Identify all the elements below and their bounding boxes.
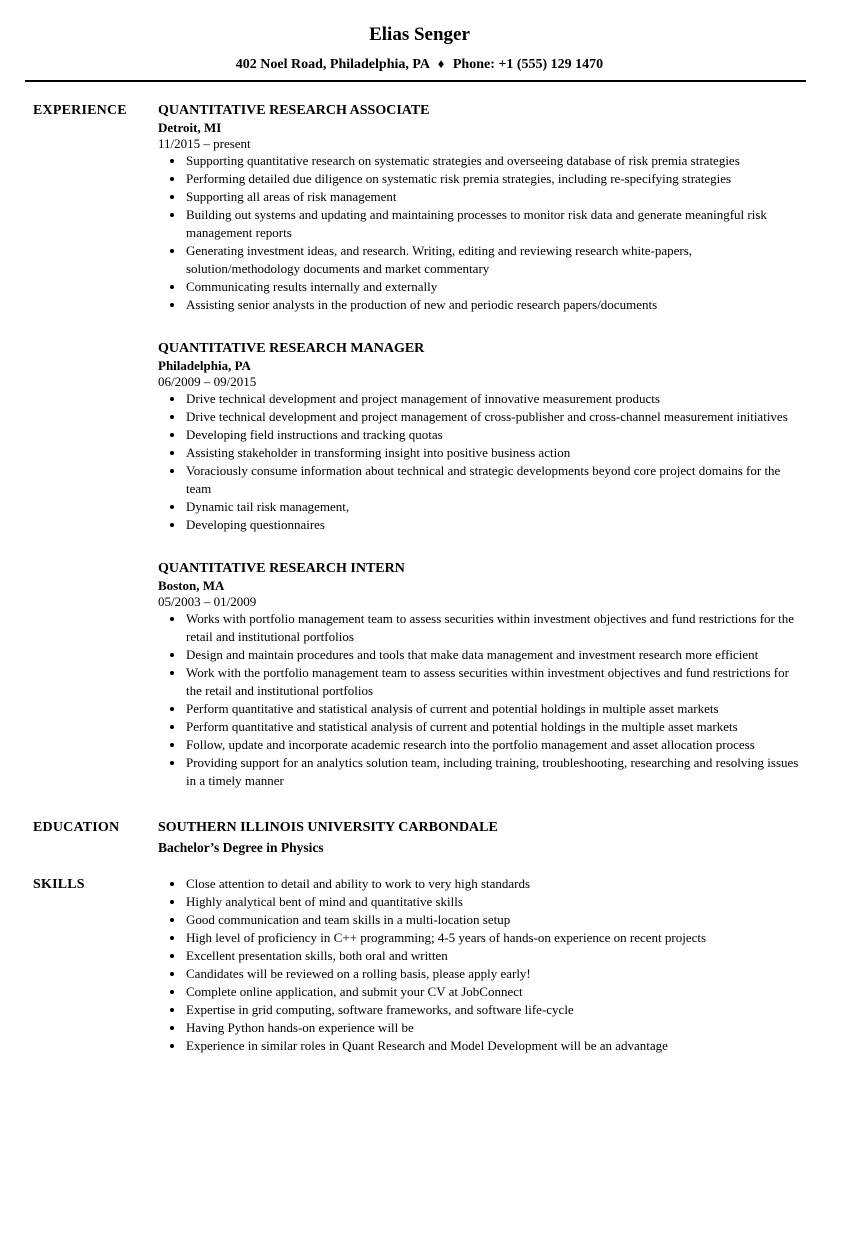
- bullet-item: • Work with the portfolio management team to assess securities within investment objectives and fund restrictions for the retail and institutional portfolios: [185, 664, 806, 700]
- bullet-item: • Works with portfolio management team to assess securities within investment objectives and fund restrictions for the retail and institutional portfolios: [185, 610, 806, 646]
- section-education: [33, 818, 806, 858]
- section-label-skills: SKILLS: [33, 877, 85, 892]
- bullet-item: • Drive technical development and project management of cross-publisher and cross-channel measurement initiatives: [185, 408, 806, 426]
- job-location: Philadelphia, PA: [158, 358, 251, 373]
- header-divider: [25, 80, 806, 82]
- bullet-item: • Dynamic tail risk management,: [185, 498, 806, 516]
- skills-content: [158, 875, 806, 1055]
- bullet-item: • Perform quantitative and statistical analysis of current and potential holdings in the multiple asset markets: [185, 718, 806, 736]
- education-degree: Bachelor’s Degree in Physics: [158, 840, 324, 855]
- section-label-education: EDUCATION: [33, 820, 120, 835]
- bullet-item: • Having Python hands-on experience will be: [185, 1019, 806, 1037]
- job-bullet-list: [158, 390, 806, 534]
- bullet-item: • Assisting stakeholder in transforming insight into positive business action: [185, 444, 806, 462]
- job-entry-manager: [158, 339, 806, 534]
- job-entry-associate: [158, 101, 806, 314]
- bullet-item: • Performing detailed due diligence on systematic risk premia strategies, including re-specifying strategies: [185, 170, 806, 188]
- job-dates: 05/2003 – 01/2009: [158, 594, 257, 609]
- bullet-item: • Drive technical development and project management of innovative measurement products: [185, 390, 806, 408]
- job-dates: 06/2009 – 09/2015: [158, 374, 257, 389]
- section-label-experience: EXPERIENCE: [33, 103, 127, 118]
- bullet-item: • Complete online application, and submit your CV at JobConnect: [185, 983, 806, 1001]
- bullet-item: • Design and maintain procedures and tools that make data management and investment research more efficient: [185, 646, 806, 664]
- contact-address: 402 Noel Road, Philadelphia, PA: [235, 57, 430, 72]
- resume-header: [33, 24, 806, 82]
- job-location: Detroit, MI: [158, 120, 222, 135]
- bullet-item: • Candidates will be reviewed on a rolling basis, please apply early!: [185, 965, 806, 983]
- job-entry-intern: [158, 559, 806, 790]
- bullet-item: • Supporting quantitative research on systematic strategies and overseeing database of risk premia strategies: [185, 152, 806, 170]
- bullet-item: • Building out systems and updating and maintaining processes to monitor risk data and generate meaningful risk management reports: [185, 206, 806, 242]
- job-title: QUANTITATIVE RESEARCH MANAGER: [158, 341, 425, 356]
- skills-bullet-list: [158, 875, 806, 1055]
- experience-content: [158, 101, 806, 790]
- job-bullet-list: [158, 610, 806, 790]
- job-title: QUANTITATIVE RESEARCH INTERN: [158, 561, 405, 576]
- bullet-item: • Developing questionnaires: [185, 516, 806, 534]
- education-school: SOUTHERN ILLINOIS UNIVERSITY CARBONDALE: [158, 820, 498, 835]
- bullet-item: • Providing support for an analytics solution team, including training, troubleshooting, researching and resolving issues in a timely manner: [185, 754, 806, 790]
- bullet-item: • Supporting all areas of risk management: [185, 188, 806, 206]
- bullet-item: • Experience in similar roles in Quant Research and Model Development will be an advantage: [185, 1037, 806, 1055]
- bullet-item: • Expertise in grid computing, software frameworks, and software life-cycle: [185, 1001, 806, 1019]
- bullet-item: • Developing field instructions and tracking quotas: [185, 426, 806, 444]
- bullet-item: • High level of proficiency in C++ programming; 4-5 years of hands-on experience on recent projects: [185, 929, 806, 947]
- diamond-separator-icon: ♦: [437, 56, 445, 71]
- bullet-item: • Perform quantitative and statistical analysis of current and potential holdings in multiple asset markets: [185, 700, 806, 718]
- job-dates: 11/2015 – present: [158, 136, 251, 151]
- education-content: [158, 818, 806, 858]
- section-experience: [33, 101, 806, 790]
- resume-name: Elias Senger: [369, 24, 470, 45]
- bullet-item: • Close attention to detail and ability to work to very high standards: [185, 875, 806, 893]
- job-location: Boston, MA: [158, 578, 225, 593]
- contact-phone: Phone: +1 (555) 129 1470: [452, 57, 604, 72]
- bullet-item: • Voraciously consume information about technical and strategic developments beyond core project domains for the team: [185, 462, 806, 498]
- contact-line: [33, 56, 806, 73]
- bullet-item: • Generating investment ideas, and research. Writing, editing and reviewing research white-papers, solution/methodology documents and market commentary: [185, 242, 806, 278]
- bullet-item: • Assisting senior analysts in the production of new and periodic research papers/documents: [185, 296, 806, 314]
- bullet-item: • Excellent presentation skills, both oral and written: [185, 947, 806, 965]
- section-skills: [33, 875, 806, 1055]
- bullet-item: • Follow, update and incorporate academic research into the portfolio management and asset allocation process: [185, 736, 806, 754]
- job-title: QUANTITATIVE RESEARCH ASSOCIATE: [158, 103, 430, 118]
- bullet-item: • Highly analytical bent of mind and quantitative skills: [185, 893, 806, 911]
- bullet-item: • Communicating results internally and externally: [185, 278, 806, 296]
- job-bullet-list: [158, 152, 806, 314]
- bullet-item: • Good communication and team skills in a multi-location setup: [185, 911, 806, 929]
